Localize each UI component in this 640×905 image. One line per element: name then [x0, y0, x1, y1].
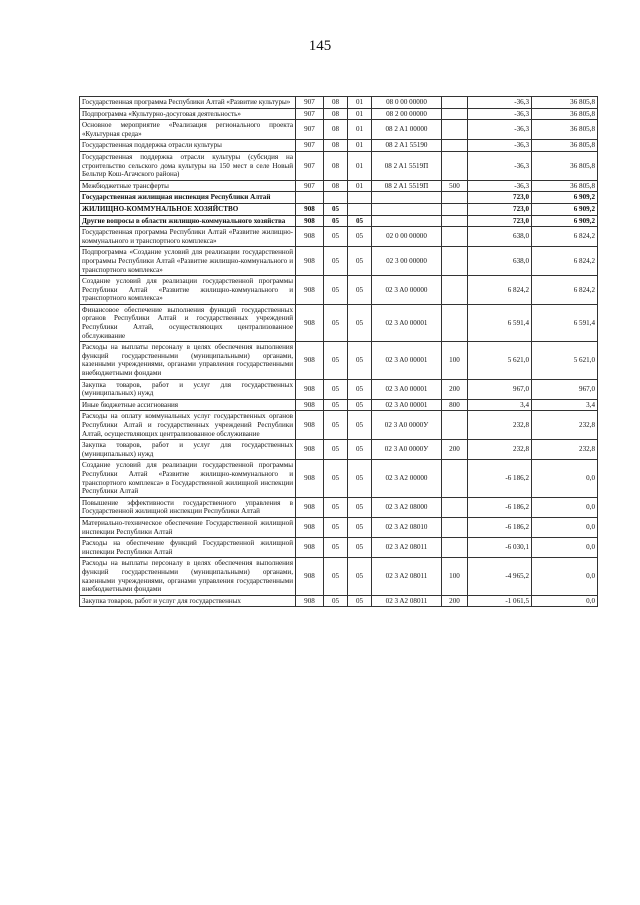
row-vr: 200 [442, 595, 468, 607]
row-pr: 01 [348, 108, 372, 120]
table-row [80, 120, 598, 140]
row-vr [442, 120, 468, 140]
row-csr: 02 3 A0 00000 [372, 276, 442, 305]
row-sum-total: 6 591,4 [532, 304, 598, 341]
table-row [80, 460, 598, 497]
row-pr: 05 [348, 399, 372, 411]
row-rz: 05 [324, 558, 348, 595]
row-pr: 05 [348, 558, 372, 595]
row-vr: 100 [442, 558, 468, 595]
table-row [80, 558, 598, 595]
row-sum-change: 723,0 [468, 215, 532, 227]
row-csr: 02 3 A0 00001 [372, 342, 442, 379]
page-number: 145 [308, 38, 332, 54]
row-rz: 05 [324, 440, 348, 460]
row-sum-total: 6 824,2 [532, 227, 598, 247]
row-sum-total: 0,0 [532, 517, 598, 537]
row-pr: 05 [348, 440, 372, 460]
row-sum-change: 6 591,4 [468, 304, 532, 341]
row-sum-total: 5 621,0 [532, 342, 598, 379]
row-pr: 05 [348, 517, 372, 537]
row-name: ЖИЛИЩНО-КОММУНАЛЬНОЕ ХОЗЯЙСТВО [80, 203, 296, 215]
table-row [80, 192, 598, 204]
table-row [80, 399, 598, 411]
row-csr: 08 2 00 00000 [372, 108, 442, 120]
row-rz: 05 [324, 276, 348, 305]
row-pr: 05 [348, 411, 372, 440]
row-csr: 02 3 A2 00000 [372, 460, 442, 497]
row-pr: 05 [348, 595, 372, 607]
row-name: Закупка товаров, работ и услуг для государственных (муниципальных) нужд [80, 440, 296, 460]
row-sum-total: 3,4 [532, 399, 598, 411]
row-sum-total: 967,0 [532, 379, 598, 399]
table-row [80, 276, 598, 305]
row-rz: 05 [324, 247, 348, 276]
row-ved: 908 [296, 304, 324, 341]
row-ved: 907 [296, 180, 324, 192]
row-pr: 05 [348, 304, 372, 341]
row-ved: 907 [296, 140, 324, 152]
table-row [80, 538, 598, 558]
row-vr: 200 [442, 379, 468, 399]
row-sum-change: -36,3 [468, 120, 532, 140]
row-pr: 05 [348, 460, 372, 497]
row-pr: 01 [348, 97, 372, 109]
row-vr [442, 276, 468, 305]
row-ved: 908 [296, 379, 324, 399]
row-sum-total: 36 805,8 [532, 108, 598, 120]
row-pr: 05 [348, 342, 372, 379]
row-rz: 05 [324, 411, 348, 440]
row-sum-total: 0,0 [532, 460, 598, 497]
table-row [80, 203, 598, 215]
row-sum-change: 638,0 [468, 227, 532, 247]
row-ved: 908 [296, 342, 324, 379]
table-row [80, 411, 598, 440]
row-sum-change: -36,3 [468, 97, 532, 109]
row-name: Государственная программа Республики Алтай «Развитие культуры» [80, 97, 296, 109]
row-name: Государственная поддержка отрасли культуры [80, 140, 296, 152]
row-ved: 908 [296, 399, 324, 411]
row-vr [442, 140, 468, 152]
row-sum-change: 967,0 [468, 379, 532, 399]
row-sum-change: 638,0 [468, 247, 532, 276]
budget-table [79, 96, 598, 607]
row-rz: 05 [324, 460, 348, 497]
row-pr: 05 [348, 215, 372, 227]
row-ved: 908 [296, 203, 324, 215]
row-sum-total: 36 805,8 [532, 180, 598, 192]
row-csr: 02 3 A0 00001 [372, 304, 442, 341]
row-sum-total: 0,0 [532, 497, 598, 517]
row-pr: 01 [348, 180, 372, 192]
row-sum-change: -1 061,5 [468, 595, 532, 607]
row-pr: 05 [348, 227, 372, 247]
row-csr: 02 3 00 00000 [372, 247, 442, 276]
table-row [80, 247, 598, 276]
row-rz: 05 [324, 379, 348, 399]
row-name: Закупка товаров, работ и услуг для государственных (муниципальных) нужд [80, 379, 296, 399]
row-csr: 08 2 A1 5519П [372, 180, 442, 192]
row-name: Закупка товаров, работ и услуг для государственных [80, 595, 296, 607]
row-vr [442, 411, 468, 440]
row-csr: 02 3 A2 08011 [372, 538, 442, 558]
row-ved: 908 [296, 538, 324, 558]
row-csr: 02 3 A0 00001 [372, 379, 442, 399]
row-ved: 908 [296, 558, 324, 595]
row-csr [372, 203, 442, 215]
row-rz: 08 [324, 108, 348, 120]
row-name: Материально-техническое обеспечение Государственной жилищной инспекции Республики Алтай [80, 517, 296, 537]
row-sum-total: 6 824,2 [532, 276, 598, 305]
row-vr [442, 538, 468, 558]
row-sum-change: -6 186,2 [468, 460, 532, 497]
row-name: Государственная жилищная инспекция Республики Алтай [80, 192, 296, 204]
row-sum-total: 6 909,2 [532, 215, 598, 227]
row-name: Иные бюджетные ассигнования [80, 399, 296, 411]
row-rz: 05 [324, 517, 348, 537]
row-sum-change: 5 621,0 [468, 342, 532, 379]
row-ved: 908 [296, 215, 324, 227]
row-name: Создание условий для реализации государственной программы Республики Алтай «Развитие жилищно-коммунального и транспортного комплекса» в Государственной жилищной инспекции Республики Алтай [80, 460, 296, 497]
row-ved: 908 [296, 517, 324, 537]
row-sum-change: -36,3 [468, 151, 532, 180]
row-name: Создание условий для реализации государственной программы Республики Алтай «Развитие жилищно-коммунального и транспортного комплекса» [80, 276, 296, 305]
row-ved: 907 [296, 108, 324, 120]
table-row [80, 595, 598, 607]
row-vr [442, 517, 468, 537]
row-sum-change: -36,3 [468, 140, 532, 152]
row-rz: 05 [324, 227, 348, 247]
row-sum-change: -4 965,2 [468, 558, 532, 595]
table-row [80, 108, 598, 120]
table-row [80, 440, 598, 460]
row-name: Расходы на оплату коммунальных услуг государственных органов Республики Алтай и государственных учреждений Республики Алтай, осуществляющих централизованное обслуживание [80, 411, 296, 440]
table-row [80, 151, 598, 180]
table-row [80, 227, 598, 247]
row-sum-total: 6 909,2 [532, 192, 598, 204]
row-name: Подпрограмма «Создание условий для реализации государственной программы Республики Алтай «Развитие жилищно-коммунального и транспортного комплекса» [80, 247, 296, 276]
table-row [80, 379, 598, 399]
row-rz: 08 [324, 151, 348, 180]
table-row [80, 215, 598, 227]
row-sum-total: 0,0 [532, 595, 598, 607]
row-vr [442, 497, 468, 517]
row-rz: 05 [324, 342, 348, 379]
row-csr: 02 3 A2 08011 [372, 595, 442, 607]
row-pr: 05 [348, 247, 372, 276]
table-row [80, 180, 598, 192]
row-ved: 908 [296, 227, 324, 247]
row-ved: 907 [296, 120, 324, 140]
row-ved: 907 [296, 151, 324, 180]
row-sum-total: 232,8 [532, 411, 598, 440]
row-vr: 800 [442, 399, 468, 411]
row-vr: 500 [442, 180, 468, 192]
row-rz [324, 192, 348, 204]
row-rz: 05 [324, 497, 348, 517]
row-sum-change: 723,0 [468, 203, 532, 215]
table-row [80, 140, 598, 152]
row-sum-change: -6 186,2 [468, 517, 532, 537]
row-vr: 100 [442, 342, 468, 379]
row-vr [442, 151, 468, 180]
row-csr: 08 0 00 00000 [372, 97, 442, 109]
row-ved: 908 [296, 247, 324, 276]
row-sum-total: 232,8 [532, 440, 598, 460]
row-vr [442, 192, 468, 204]
row-rz: 05 [324, 399, 348, 411]
row-pr: 01 [348, 151, 372, 180]
row-sum-change: -6 030,1 [468, 538, 532, 558]
row-vr: 200 [442, 440, 468, 460]
row-sum-total: 36 805,8 [532, 140, 598, 152]
row-rz: 05 [324, 538, 348, 558]
row-sum-change: 232,8 [468, 411, 532, 440]
row-csr: 02 3 A2 08000 [372, 497, 442, 517]
row-vr [442, 215, 468, 227]
row-ved: 908 [296, 460, 324, 497]
row-sum-change: 232,8 [468, 440, 532, 460]
row-sum-change: -6 186,2 [468, 497, 532, 517]
row-ved: 908 [296, 497, 324, 517]
row-csr: 08 2 A1 55190 [372, 140, 442, 152]
row-sum-change: -36,3 [468, 108, 532, 120]
row-name: Расходы на обеспечение функций Государственной жилищной инспекции Республики Алтай [80, 538, 296, 558]
row-name: Государственная программа Республики Алтай «Развитие жилищно-коммунального и транспортного комплекса» [80, 227, 296, 247]
row-ved: 908 [296, 595, 324, 607]
row-csr: 02 3 A0 0000У [372, 440, 442, 460]
row-pr: 05 [348, 276, 372, 305]
row-csr: 02 3 A0 0000У [372, 411, 442, 440]
row-csr [372, 192, 442, 204]
table-row [80, 97, 598, 109]
row-csr: 02 0 00 00000 [372, 227, 442, 247]
table-body [80, 97, 598, 607]
row-csr: 02 3 A2 08011 [372, 558, 442, 595]
row-pr: 05 [348, 379, 372, 399]
row-rz: 08 [324, 140, 348, 152]
row-pr: 01 [348, 120, 372, 140]
table-row [80, 304, 598, 341]
row-rz: 05 [324, 595, 348, 607]
row-vr [442, 304, 468, 341]
row-rz: 08 [324, 97, 348, 109]
row-name: Государственная поддержка отрасли культуры (субсидия на строительство сельского дома культуры на 150 мест в селе Новый Бельтир Кош-Агачского района) [80, 151, 296, 180]
row-csr: 08 2 A1 5519П [372, 151, 442, 180]
row-sum-change: 3,4 [468, 399, 532, 411]
row-ved: 908 [296, 276, 324, 305]
row-sum-total: 0,0 [532, 538, 598, 558]
row-csr: 08 2 A1 00000 [372, 120, 442, 140]
row-sum-total: 6 824,2 [532, 247, 598, 276]
row-rz: 05 [324, 203, 348, 215]
row-ved: 908 [296, 440, 324, 460]
row-vr [442, 460, 468, 497]
table-row [80, 517, 598, 537]
row-pr [348, 203, 372, 215]
row-sum-total: 6 909,2 [532, 203, 598, 215]
row-sum-change: -36,3 [468, 180, 532, 192]
row-name: Повышение эффективности государственного управления в Государственной жилищной инспекции Республики Алтай [80, 497, 296, 517]
table-row [80, 342, 598, 379]
row-pr: 05 [348, 497, 372, 517]
row-name: Расходы на выплаты персоналу в целях обеспечения выполнения функций государственными (муниципальными) органами, казенными учреждениями, органами управления государственными внебюджетными фондами [80, 342, 296, 379]
row-pr: 05 [348, 538, 372, 558]
row-sum-total: 36 805,8 [532, 151, 598, 180]
row-name: Подпрограмма «Культурно-досуговая деятельность» [80, 108, 296, 120]
row-name: Другие вопросы в области жилищно-коммунального хозяйства [80, 215, 296, 227]
row-vr [442, 108, 468, 120]
row-vr [442, 97, 468, 109]
row-vr [442, 247, 468, 276]
row-csr [372, 215, 442, 227]
row-name: Расходы на выплаты персоналу в целях обеспечения выполнения функций государственными (муниципальными) органами, казенными учреждениями, органами управления государственными внебюджетными фондами [80, 558, 296, 595]
row-sum-change: 6 824,2 [468, 276, 532, 305]
row-rz: 05 [324, 215, 348, 227]
row-rz: 08 [324, 120, 348, 140]
row-pr: 01 [348, 140, 372, 152]
row-ved: 908 [296, 411, 324, 440]
row-rz: 08 [324, 180, 348, 192]
row-sum-change: 723,0 [468, 192, 532, 204]
row-sum-total: 36 805,8 [532, 120, 598, 140]
row-sum-total: 0,0 [532, 558, 598, 595]
row-ved: 907 [296, 97, 324, 109]
table-row [80, 497, 598, 517]
row-name: Финансовое обеспечение выполнения функций государственных органов Республики Алтай и государственных учреждений Республики Алтай, осуществляющих централизованное обслуживание [80, 304, 296, 341]
row-rz: 05 [324, 304, 348, 341]
row-vr [442, 203, 468, 215]
row-ved [296, 192, 324, 204]
row-pr [348, 192, 372, 204]
row-csr: 02 3 A0 00001 [372, 399, 442, 411]
row-name: Межбюджетные трансферты [80, 180, 296, 192]
row-sum-total: 36 805,8 [532, 97, 598, 109]
row-vr [442, 227, 468, 247]
row-name: Основное мероприятие «Реализация регионального проекта «Культурная среда» [80, 120, 296, 140]
row-csr: 02 3 A2 08010 [372, 517, 442, 537]
